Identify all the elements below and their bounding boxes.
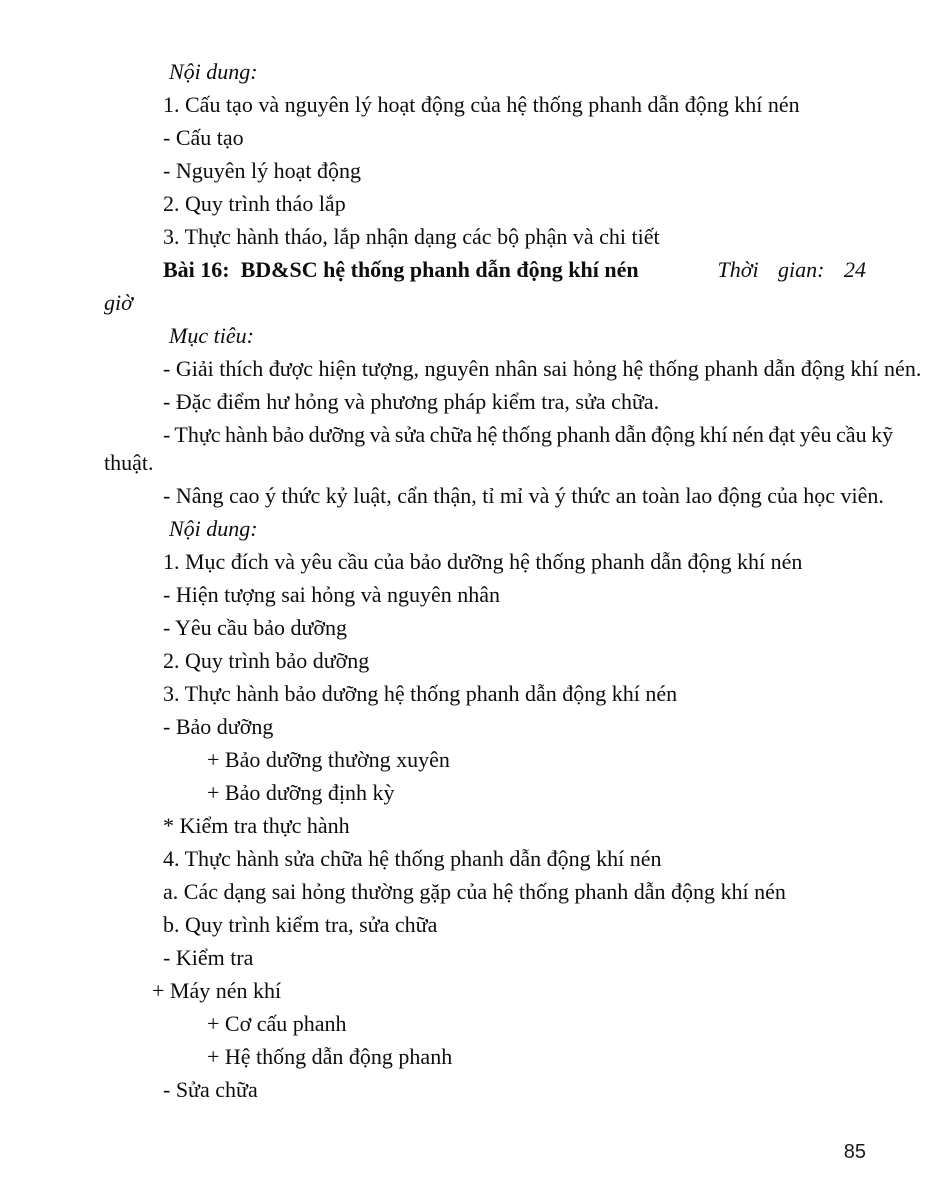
content-item: a. Các dạng sai hỏng thường gặp của hệ thống phanh dẫn động khí nén xyxy=(163,879,786,904)
content-sub-item: + Bảo dưỡng định kỳ xyxy=(207,780,395,805)
content-item: - Kiểm tra xyxy=(163,945,254,970)
content-sub-item: + Máy nén khí xyxy=(152,978,282,1003)
lesson-title: Bài 16: BD&SC hệ thống phanh dẫn động khí nén xyxy=(163,257,639,282)
content-item: 2. Quy trình bảo dưỡng xyxy=(163,648,370,673)
objective-item: - Giải thích được hiện tượng, nguyên nhân sai hỏng hệ thống phanh dẫn động khí nén. xyxy=(163,356,922,381)
objective-item: - Nâng cao ý thức kỷ luật, cẩn thận, tỉ mỉ và ý thức an toàn lao động của học viên. xyxy=(163,483,884,508)
lesson-duration-wrap: giờ xyxy=(104,290,133,315)
content-item: * Kiểm tra thực hành xyxy=(163,813,350,838)
objective-item: - Thực hành bảo dưỡng và sửa chữa hệ thống phanh dẫn động khí nén đạt yêu cầu kỹ xyxy=(163,422,894,447)
content-section-label: Nội dung: xyxy=(169,516,258,541)
content-item: - Yêu cầu bảo dưỡng xyxy=(163,615,348,640)
content-sub-item: + Cơ cấu phanh xyxy=(207,1011,347,1036)
content-item: - Nguyên lý hoạt động xyxy=(163,158,361,183)
content-sub-item: + Bảo dưỡng thường xuyên xyxy=(207,747,450,772)
page-number: 85 xyxy=(843,1141,866,1163)
objective-item-wrap: thuật. xyxy=(104,450,154,475)
objective-item: - Đặc điểm hư hỏng và phương pháp kiểm tra, sửa chữa. xyxy=(163,389,660,414)
content-item: 1. Cấu tạo và nguyên lý hoạt động của hệ thống phanh dẫn động khí nén xyxy=(163,92,800,117)
content-item: - Sửa chữa xyxy=(163,1077,258,1102)
content-section-label: Nội dung: xyxy=(169,59,258,84)
content-item: 4. Thực hành sửa chữa hệ thống phanh dẫn động khí nén xyxy=(163,846,662,871)
objectives-section-label: Mục tiêu: xyxy=(169,323,254,348)
content-sub-item: + Hệ thống dẫn động phanh xyxy=(207,1044,453,1069)
content-item: - Hiện tượng sai hỏng và nguyên nhân xyxy=(163,582,500,607)
content-item: 3. Thực hành tháo, lắp nhận dạng các bộ phận và chi tiết xyxy=(163,224,660,249)
content-item: 3. Thực hành bảo dưỡng hệ thống phanh dẫn động khí nén xyxy=(163,681,678,706)
lesson-duration: Thời gian: 24 xyxy=(717,257,866,282)
content-item: 1. Mục đích và yêu cầu của bảo dưỡng hệ thống phanh dẫn động khí nén xyxy=(163,549,803,574)
content-item: b. Quy trình kiểm tra, sửa chữa xyxy=(163,912,438,937)
content-item: 2. Quy trình tháo lắp xyxy=(163,191,346,216)
content-item: - Cấu tạo xyxy=(163,125,244,150)
lesson-heading-row xyxy=(104,256,866,284)
content-item: - Bảo dưỡng xyxy=(163,714,274,739)
